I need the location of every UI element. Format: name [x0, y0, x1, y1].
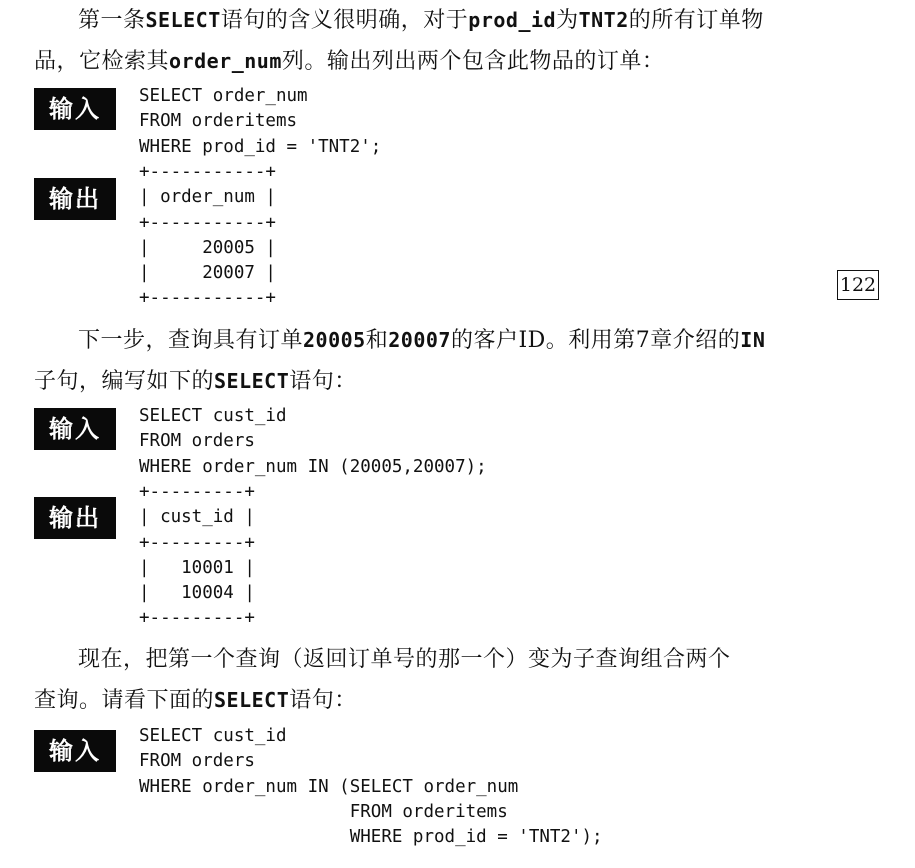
page-number: 122: [837, 270, 879, 300]
inline-code: IN: [740, 328, 766, 352]
output-label: 输出: [34, 178, 116, 220]
text-run: 下一步，查询具有订单: [78, 328, 304, 353]
text-run: 品，它检索其: [34, 49, 170, 74]
inline-code: SELECT: [145, 8, 221, 32]
text-run: 列。输出列出两个包含此物品的订单：: [281, 49, 665, 74]
text-run: 语句：: [289, 688, 357, 713]
output-label: 输出: [34, 497, 116, 539]
text-run: 的所有订单物: [628, 8, 764, 33]
input-label: 输入: [34, 88, 116, 130]
inline-code: 20007: [388, 328, 451, 352]
input-label: 输入: [34, 408, 116, 450]
inline-code: 20005: [303, 328, 366, 352]
paragraph-2: [34, 320, 824, 402]
inline-code: SELECT: [214, 688, 290, 712]
text-run: 和: [365, 328, 389, 353]
inline-code: SELECT: [214, 369, 290, 393]
text-run: 子句，编写如下的: [34, 369, 215, 394]
paragraph-1: [34, 0, 824, 82]
code-block-query-2: SELECT cust_id FROM orders WHERE order_num IN (20005,20007);: [139, 406, 487, 477]
text-run: 现在，把第一个查询（返回订单号的那一个）变为子查询组合两个: [78, 647, 731, 672]
inline-code: TNT2: [578, 8, 629, 32]
code-block-query-1: SELECT order_num FROM orderitems WHERE prod_id = 'TNT2';: [139, 86, 382, 157]
text-run: 为: [556, 8, 579, 33]
result-table-cust-id: +---------+ | cust_id | +---------+ | 10001 | | 10004 | +---------+: [139, 482, 255, 629]
text-run: 第一条: [78, 8, 146, 33]
result-table-order-num: +-----------+ | order_num | +-----------+ | 20005 | | 20007 | +-----------+: [139, 162, 276, 309]
paragraph-3: [34, 640, 824, 721]
inline-code: order_num: [169, 49, 282, 73]
code-block-subquery: SELECT cust_id FROM orders WHERE order_num IN (SELECT order_num FROM orderitems WHERE prod_id = 'TNT2');: [139, 726, 603, 848]
text-run: 语句：: [289, 369, 357, 394]
text-run: 的客户ID。利用第7章介绍的: [450, 328, 741, 353]
text-run: 语句的含义很明确，对于: [220, 8, 469, 33]
input-label: 输入: [34, 730, 116, 772]
inline-code: prod_id: [468, 8, 557, 32]
text-run: 查询。请看下面的: [34, 688, 215, 713]
